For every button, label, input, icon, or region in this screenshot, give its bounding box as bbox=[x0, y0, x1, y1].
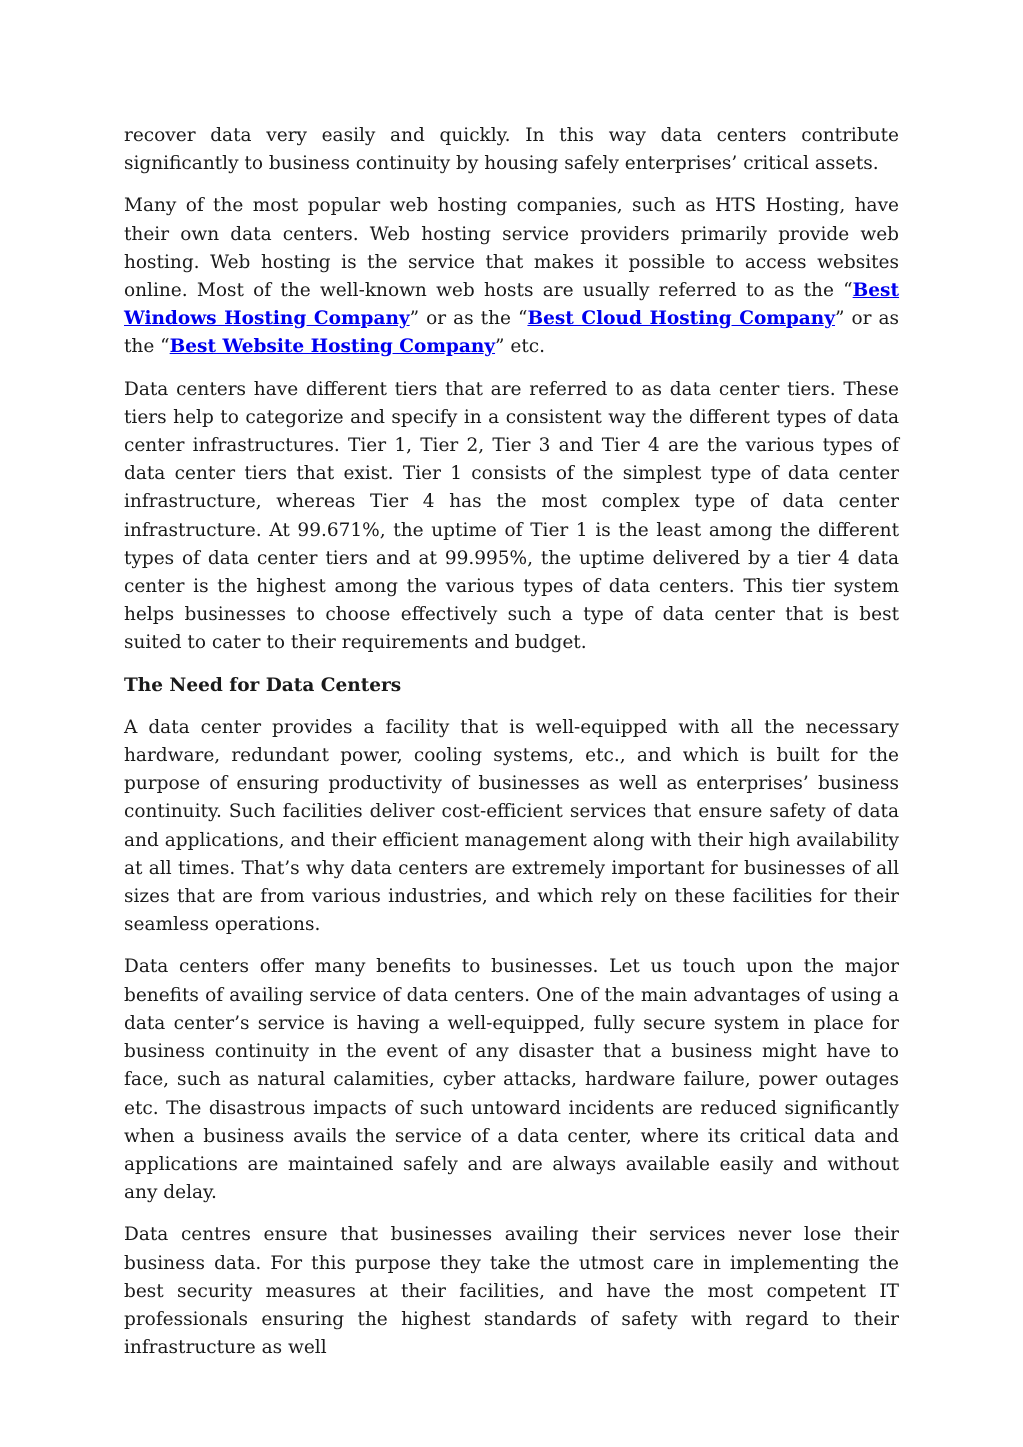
paragraph-hosting-companies bbox=[124, 192, 899, 361]
paragraph-continuity: recover data very easily and quickly. In this way data centers contribute significantly to business continuity by housing safely enterprises’ critical assets. bbox=[124, 125, 899, 175]
section-heading: The Need for Data Centers bbox=[124, 674, 402, 696]
link-best-website-hosting[interactable]: Best Website Hosting Company bbox=[169, 336, 496, 358]
paragraph-hosting-end: ” etc. bbox=[495, 336, 545, 358]
paragraph-facility: A data center provides a facility that is well-equipped with all the necessary hardware, redundant power, cooling systems, etc., and which is built for the purpose of ensuring productivity of businesses as well as enterprises’ business continuity. Such facilities deliver cost-efficient services that ensure safety of data and applications, and their efficient management along with their high availability at all times. That’s why data centers are extremely important for businesses of all sizes that are from various industries, and which rely on these facilities for their seamless operations. bbox=[124, 716, 899, 936]
paragraph-hosting-intro: Many of the most popular web hosting companies, such as HTS Hosting, have their own data centers. Web hosting service providers primarily provide web hosting. Web hosting is the service that makes it possible to access websites online. Most of the well-known web hosts are usually referred to as the “ bbox=[124, 195, 899, 302]
paragraph-security: Data centres ensure that businesses availing their services never lose their business data. For this purpose they take the utmost care in implementing the best security measures at their facilities, and have the most competent IT professionals ensuring the highest standards of safety with regard to their infrastructure as well bbox=[124, 1224, 899, 1359]
document-page bbox=[124, 122, 899, 1376]
link-best-cloud-hosting[interactable]: Best Cloud Hosting Company bbox=[527, 308, 835, 330]
link-best-windows-hosting[interactable]: Best Windows Hosting Company bbox=[124, 280, 899, 330]
paragraph-benefits: Data centers offer many benefits to businesses. Let us touch upon the major benefits of availing service of data centers. One of the main advantages of using a data center’s service is having a well-equipped, fully secure system in place for business continuity in the event of any disaster that a business might have to face, such as natural calamities, cyber attacks, hardware failure, power outages etc. The disastrous impacts of such untoward incidents are reduced significantly when a business avails the service of a data center, where its critical data and applications are maintained safely and are always available easily and without any delay. bbox=[124, 956, 899, 1204]
paragraph-data-center-tiers: Data centers have different tiers that are referred to as data center tiers. These tiers help to categorize and specify in a consistent way the different types of data center infrastructures. Tier 1, Tier 2, Tier 3 and Tier 4 are the various types of data center tiers that exist. Tier 1 consists of the simplest type of data center infrastructure, whereas Tier 4 has the most complex type of data center infrastructure. At 99.671%, the uptime of Tier 1 is the least among the different types of data center tiers and at 99.995%, the uptime delivered by a tier 4 data center is the highest among the various types of data centers. This tier system helps businesses to choose effectively such a type of data center that is best suited to cater to their requirements and budget. bbox=[124, 378, 899, 654]
paragraph-hosting-mid1: ” or as the “ bbox=[409, 308, 528, 330]
paragraph-hosting-mid2: ” or as the “ bbox=[124, 308, 899, 358]
